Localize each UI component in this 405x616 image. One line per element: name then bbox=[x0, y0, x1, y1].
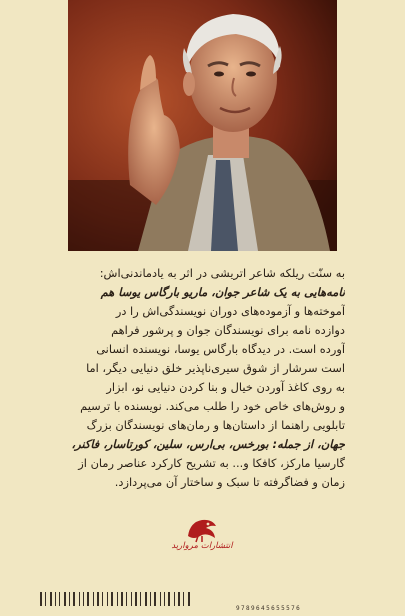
blurb-line: به سنّت ریلکه شاعر اتریشی در اثر به یادماندنی‌اش: bbox=[99, 266, 345, 280]
bird-logo-icon bbox=[184, 514, 220, 544]
blurb-line: گارسیا مارکز، کافکا و... به تشریح کارکرد عناصر رمان از bbox=[78, 456, 345, 470]
blurb-line: زمان و فضاگرفته تا سبک و ساختار آن می‌پردازد. bbox=[114, 475, 345, 489]
blurb-line: تابلویی راهنما از داستان‌ها و رمان‌های نویسندگان بزرگ bbox=[86, 418, 345, 432]
publisher-name: انتشارات مروارید bbox=[171, 541, 233, 551]
blurb-line: آموخته‌ها و آزموده‌های دوران نویسندگی‌اش را در bbox=[115, 304, 345, 318]
blurb-line: است سرشار از شوق سیری‌ناپذیر خلق دنیایی دیگر، اما bbox=[86, 361, 345, 375]
author-photo bbox=[68, 0, 337, 251]
blurb-line bbox=[60, 435, 345, 454]
blurb-line-emphasis: جهان، از جمله: بورخس، بی‌ارس، سلین، کورتاسار، فاکنر، bbox=[71, 437, 345, 451]
blurb-line: و روش‌های خاص خود را طلب می‌کند. نویسنده با ترسیم bbox=[80, 399, 345, 413]
blurb-line: آورده است. در دیدگاه بارگاس یوسا، نویسنده انسانی bbox=[96, 342, 345, 356]
blurb-line bbox=[60, 283, 345, 302]
blurb-line: دوازده نامه برای نویسندگان جوان و پرشور فراهم bbox=[111, 323, 345, 337]
blurb-line: به روی کاغذ آوردن خیال و بنا کردن دنیایی نو، ابزار bbox=[106, 380, 345, 394]
barcode-digits: 9789645655576 bbox=[236, 605, 302, 612]
barcode bbox=[40, 592, 190, 606]
blurb-text bbox=[60, 264, 345, 492]
blurb-line-emphasis: نامه‌هایی به یک شاعر جوان، ماریو بارگاس یوسا هم bbox=[100, 285, 345, 299]
